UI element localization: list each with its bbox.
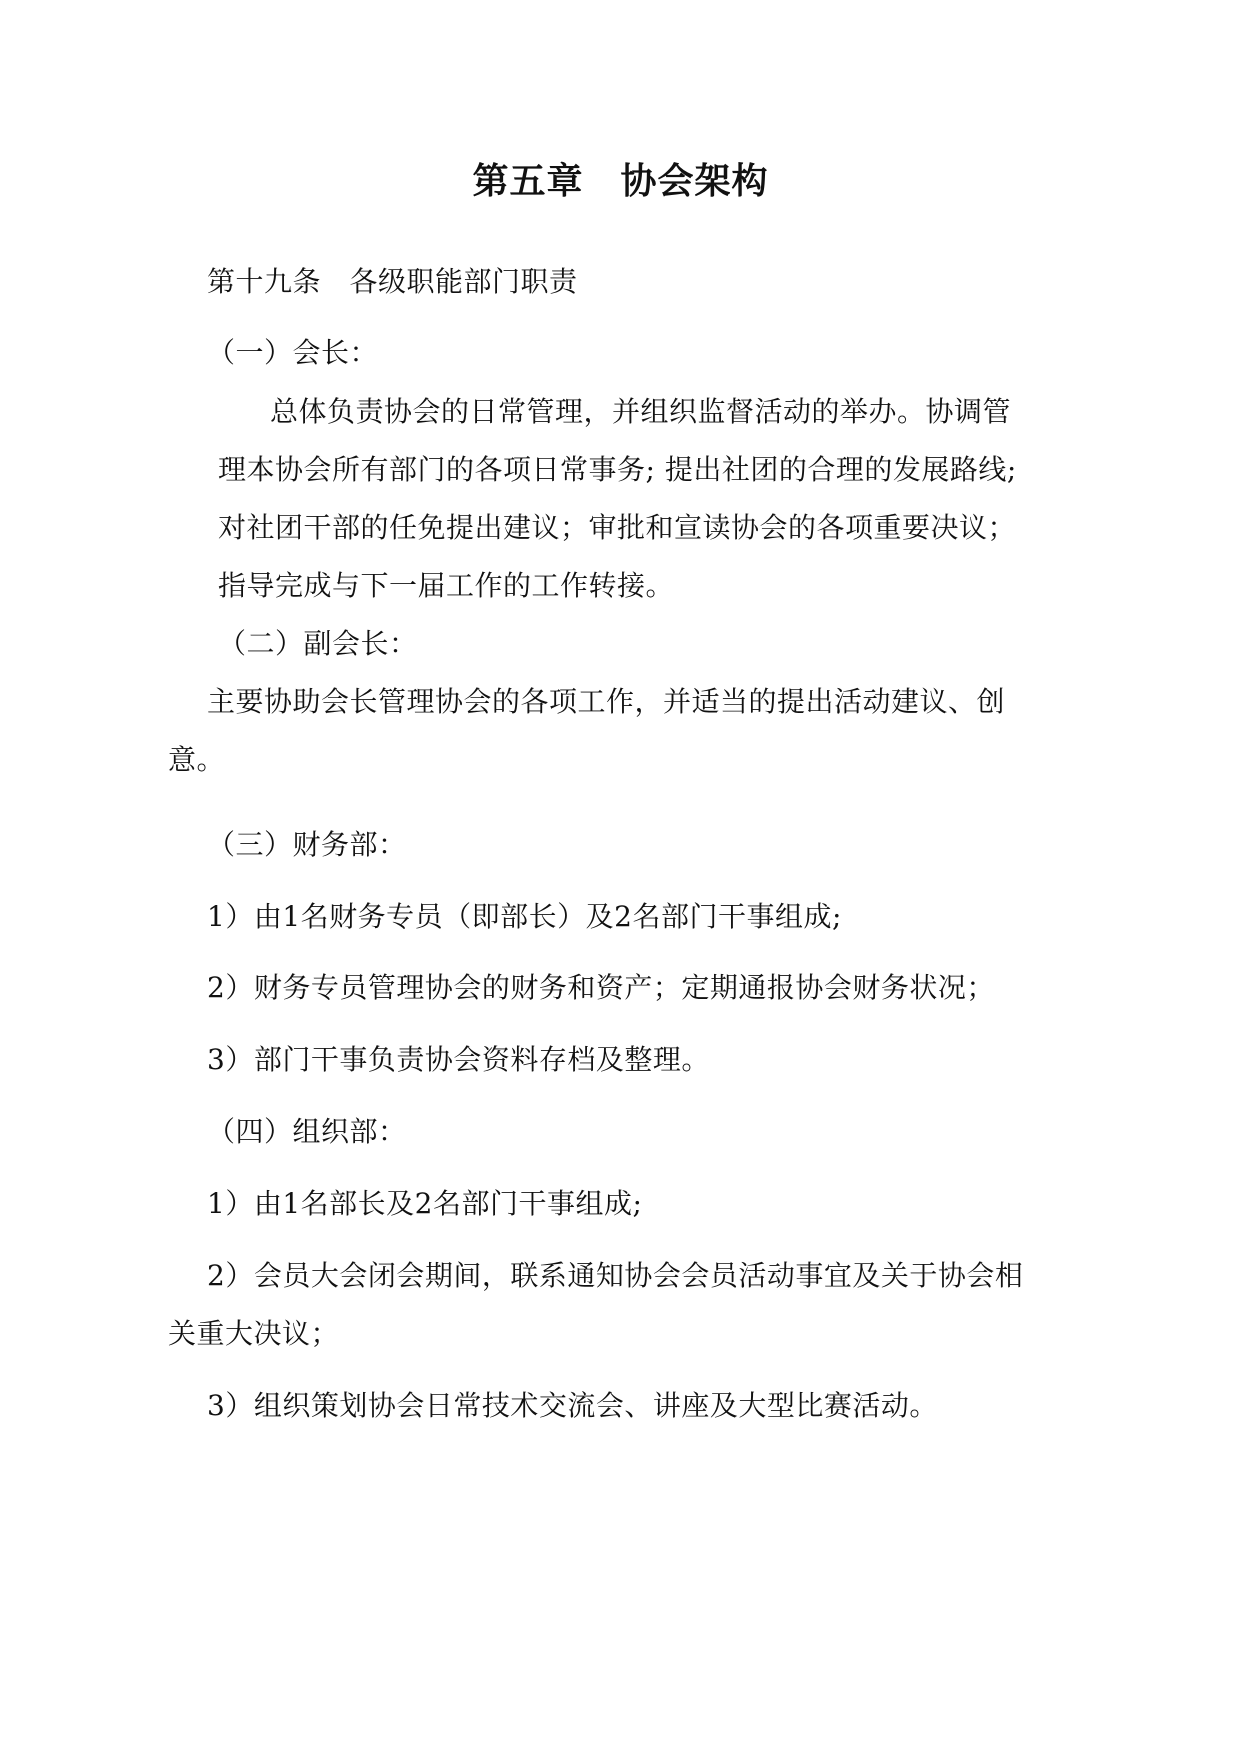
- list-item: 3）组织策划协会日常技术交流会、讲座及大型比赛活动。: [207, 1389, 938, 1422]
- list-item: 2）财务专员管理协会的财务和资产；定期通报协会财务状况；: [207, 971, 995, 1004]
- section-heading-president: （一）会长：: [207, 336, 379, 369]
- list-item: 2）会员大会闭会期间，联系通知协会会员活动事宜及关于协会相: [207, 1259, 1024, 1292]
- list-item: 1）由1名财务专员（即部长）及2名部门干事组成;: [207, 900, 842, 933]
- paragraph-line: 指导完成与下一届工作的工作转接。: [218, 569, 675, 602]
- paragraph-line: 主要协助会长管理协会的各项工作，并适当的提出活动建议、创: [207, 685, 1006, 718]
- list-item: 1）由1名部长及2名部门干事组成;: [207, 1187, 643, 1220]
- list-item: 3）部门干事负责协会资料存档及整理。: [207, 1043, 710, 1076]
- section-heading-vice-president: （二）副会长：: [218, 627, 418, 660]
- chapter-title: 第五章 协会架构: [472, 161, 769, 202]
- section-heading-organization: （四）组织部：: [207, 1115, 407, 1148]
- article-heading: 第十九条 各级职能部门职责: [207, 265, 578, 298]
- section-heading-finance: （三）财务部：: [207, 828, 407, 861]
- paragraph-line: 理本协会所有部门的各项日常事务; 提出社团的合理的发展路线;: [218, 453, 1017, 486]
- paragraph-line: 总体负责协会的日常管理，并组织监督活动的举办。协调管: [270, 395, 1012, 428]
- paragraph-line: 对社团干部的任免提出建议；审批和宣读协会的各项重要决议；: [218, 511, 1017, 544]
- paragraph-line: 意。: [168, 743, 226, 776]
- list-item-continuation: 关重大决议；: [168, 1317, 340, 1350]
